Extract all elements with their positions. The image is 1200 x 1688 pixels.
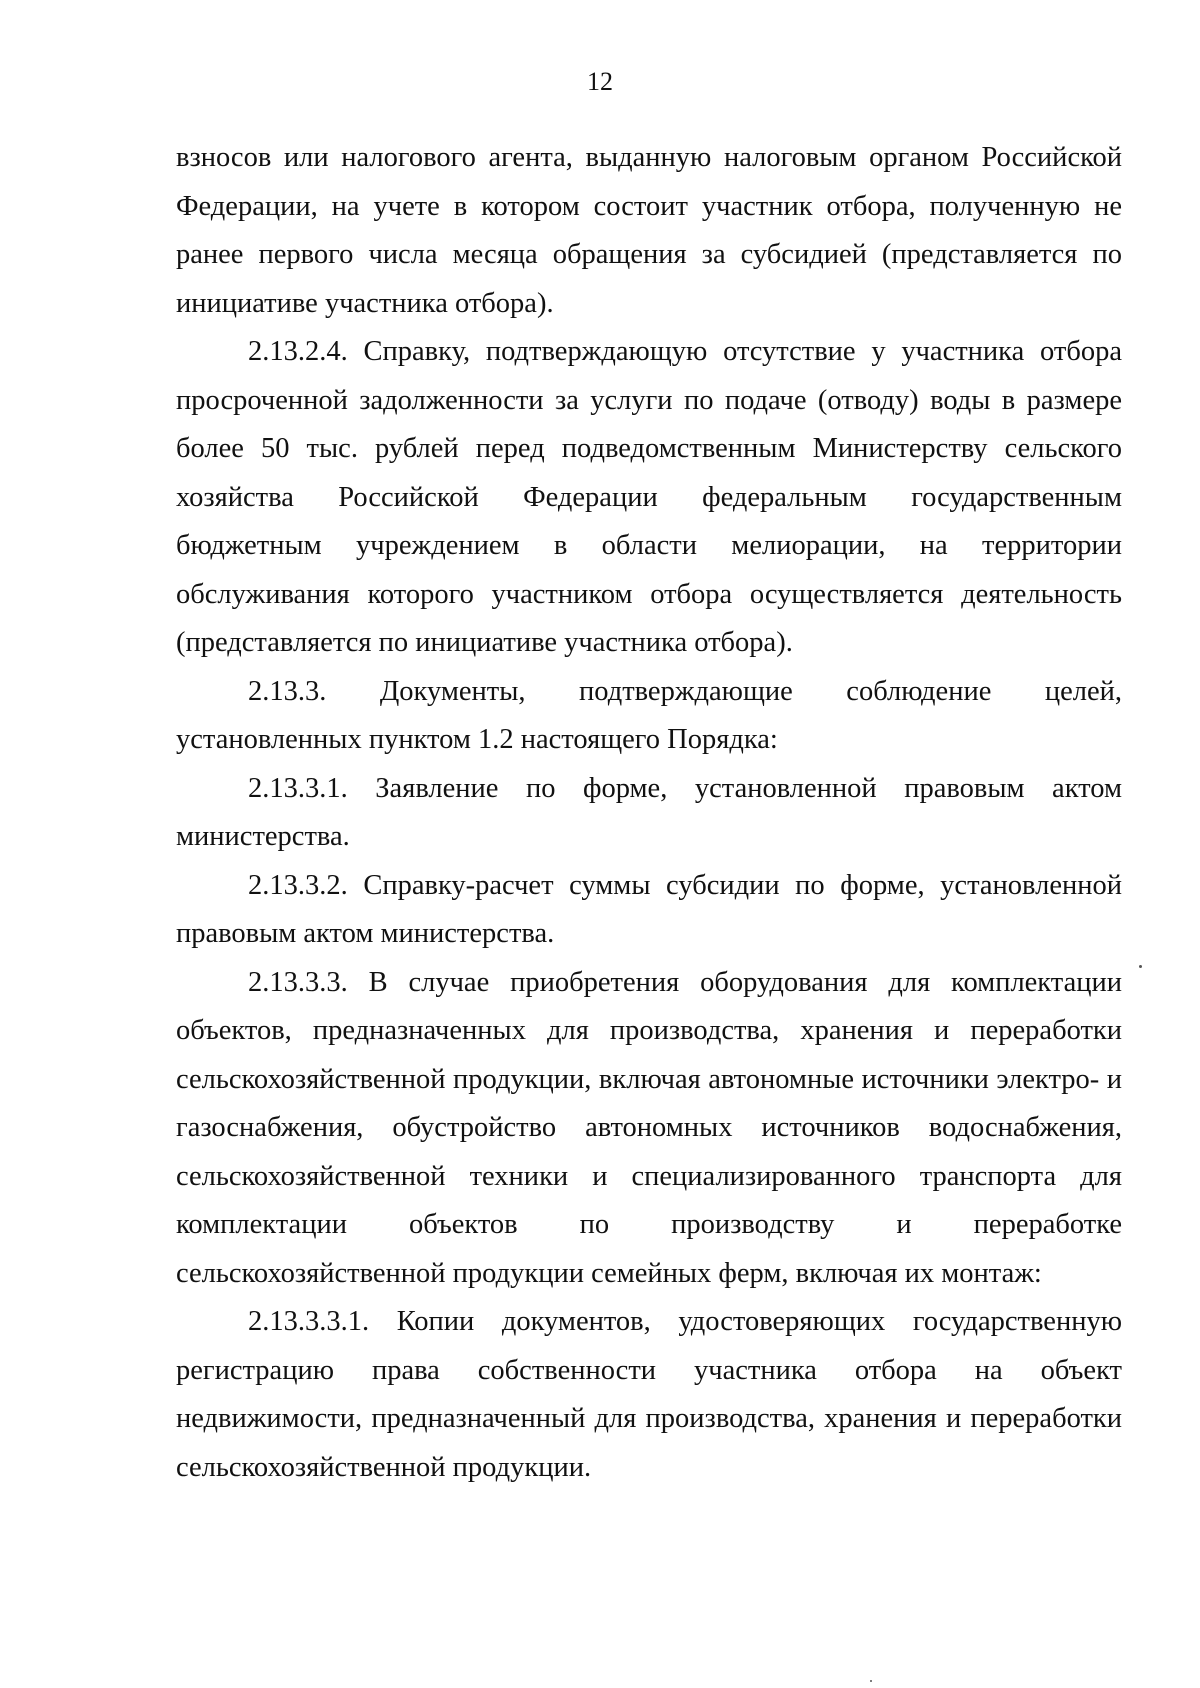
paragraph-2-13-3-2: 2.13.3.2. Справку-расчет суммы субсидии по форме, установленной правовым актом министерства. bbox=[176, 869, 1122, 949]
scan-speck bbox=[870, 1680, 872, 1682]
document-body bbox=[176, 134, 1122, 1492]
paragraph-2-13-3-3: 2.13.3.3. В случае приобретения оборудования для комплектации объектов, предназначенных для производства, хранения и переработки сельскохозяйственной продукции, включая автономные источники электро- и газоснабжения, обустройство автономных источников водоснабжения, сельскохозяйственной техники и специализированного транспорта для комплектации объектов по производству и переработке сельскохозяйственной продукции семейных ферм, включая их монтаж: bbox=[176, 966, 1122, 1289]
scan-speck bbox=[1139, 965, 1142, 968]
page-number: 12 bbox=[587, 67, 613, 96]
paragraph-2-13-3-3-1: 2.13.3.3.1. Копии документов, удостоверяющих государственную регистрацию права собственности участника отбора на объект недвижимости, предназначенный для производства, хранения и переработки сельскохозяйственной продукции. bbox=[176, 1306, 1122, 1483]
paragraph-2-13-3: 2.13.3. Документы, подтверждающие соблюдение целей, установленных пунктом 1.2 настоящего Порядка: bbox=[176, 675, 1122, 755]
paragraph-2-13-2-4: 2.13.2.4. Справку, подтверждающую отсутствие у участника отбора просроченной задолженности за услуги по подаче (отводу) воды в размере более 50 тыс. рублей перед подведомственным Министерству сельского хозяйства Российской Федерации федеральным государственным бюджетным учреждением в области мелиорации, на территории обслуживания которого участником отбора осуществляется деятельность (представляется по инициативе участника отбора). bbox=[176, 336, 1122, 658]
paragraph-2-13-3-1: 2.13.3.1. Заявление по форме, установленной правовым актом министерства. bbox=[176, 772, 1122, 852]
paragraph-continuation: взносов или налогового агента, выданную налоговым органом Российской Федерации, на учете в котором состоит участник отбора, полученную не ранее первого числа месяца обращения за субсидией (представляется по инициативе участника отбора). bbox=[176, 142, 1122, 319]
